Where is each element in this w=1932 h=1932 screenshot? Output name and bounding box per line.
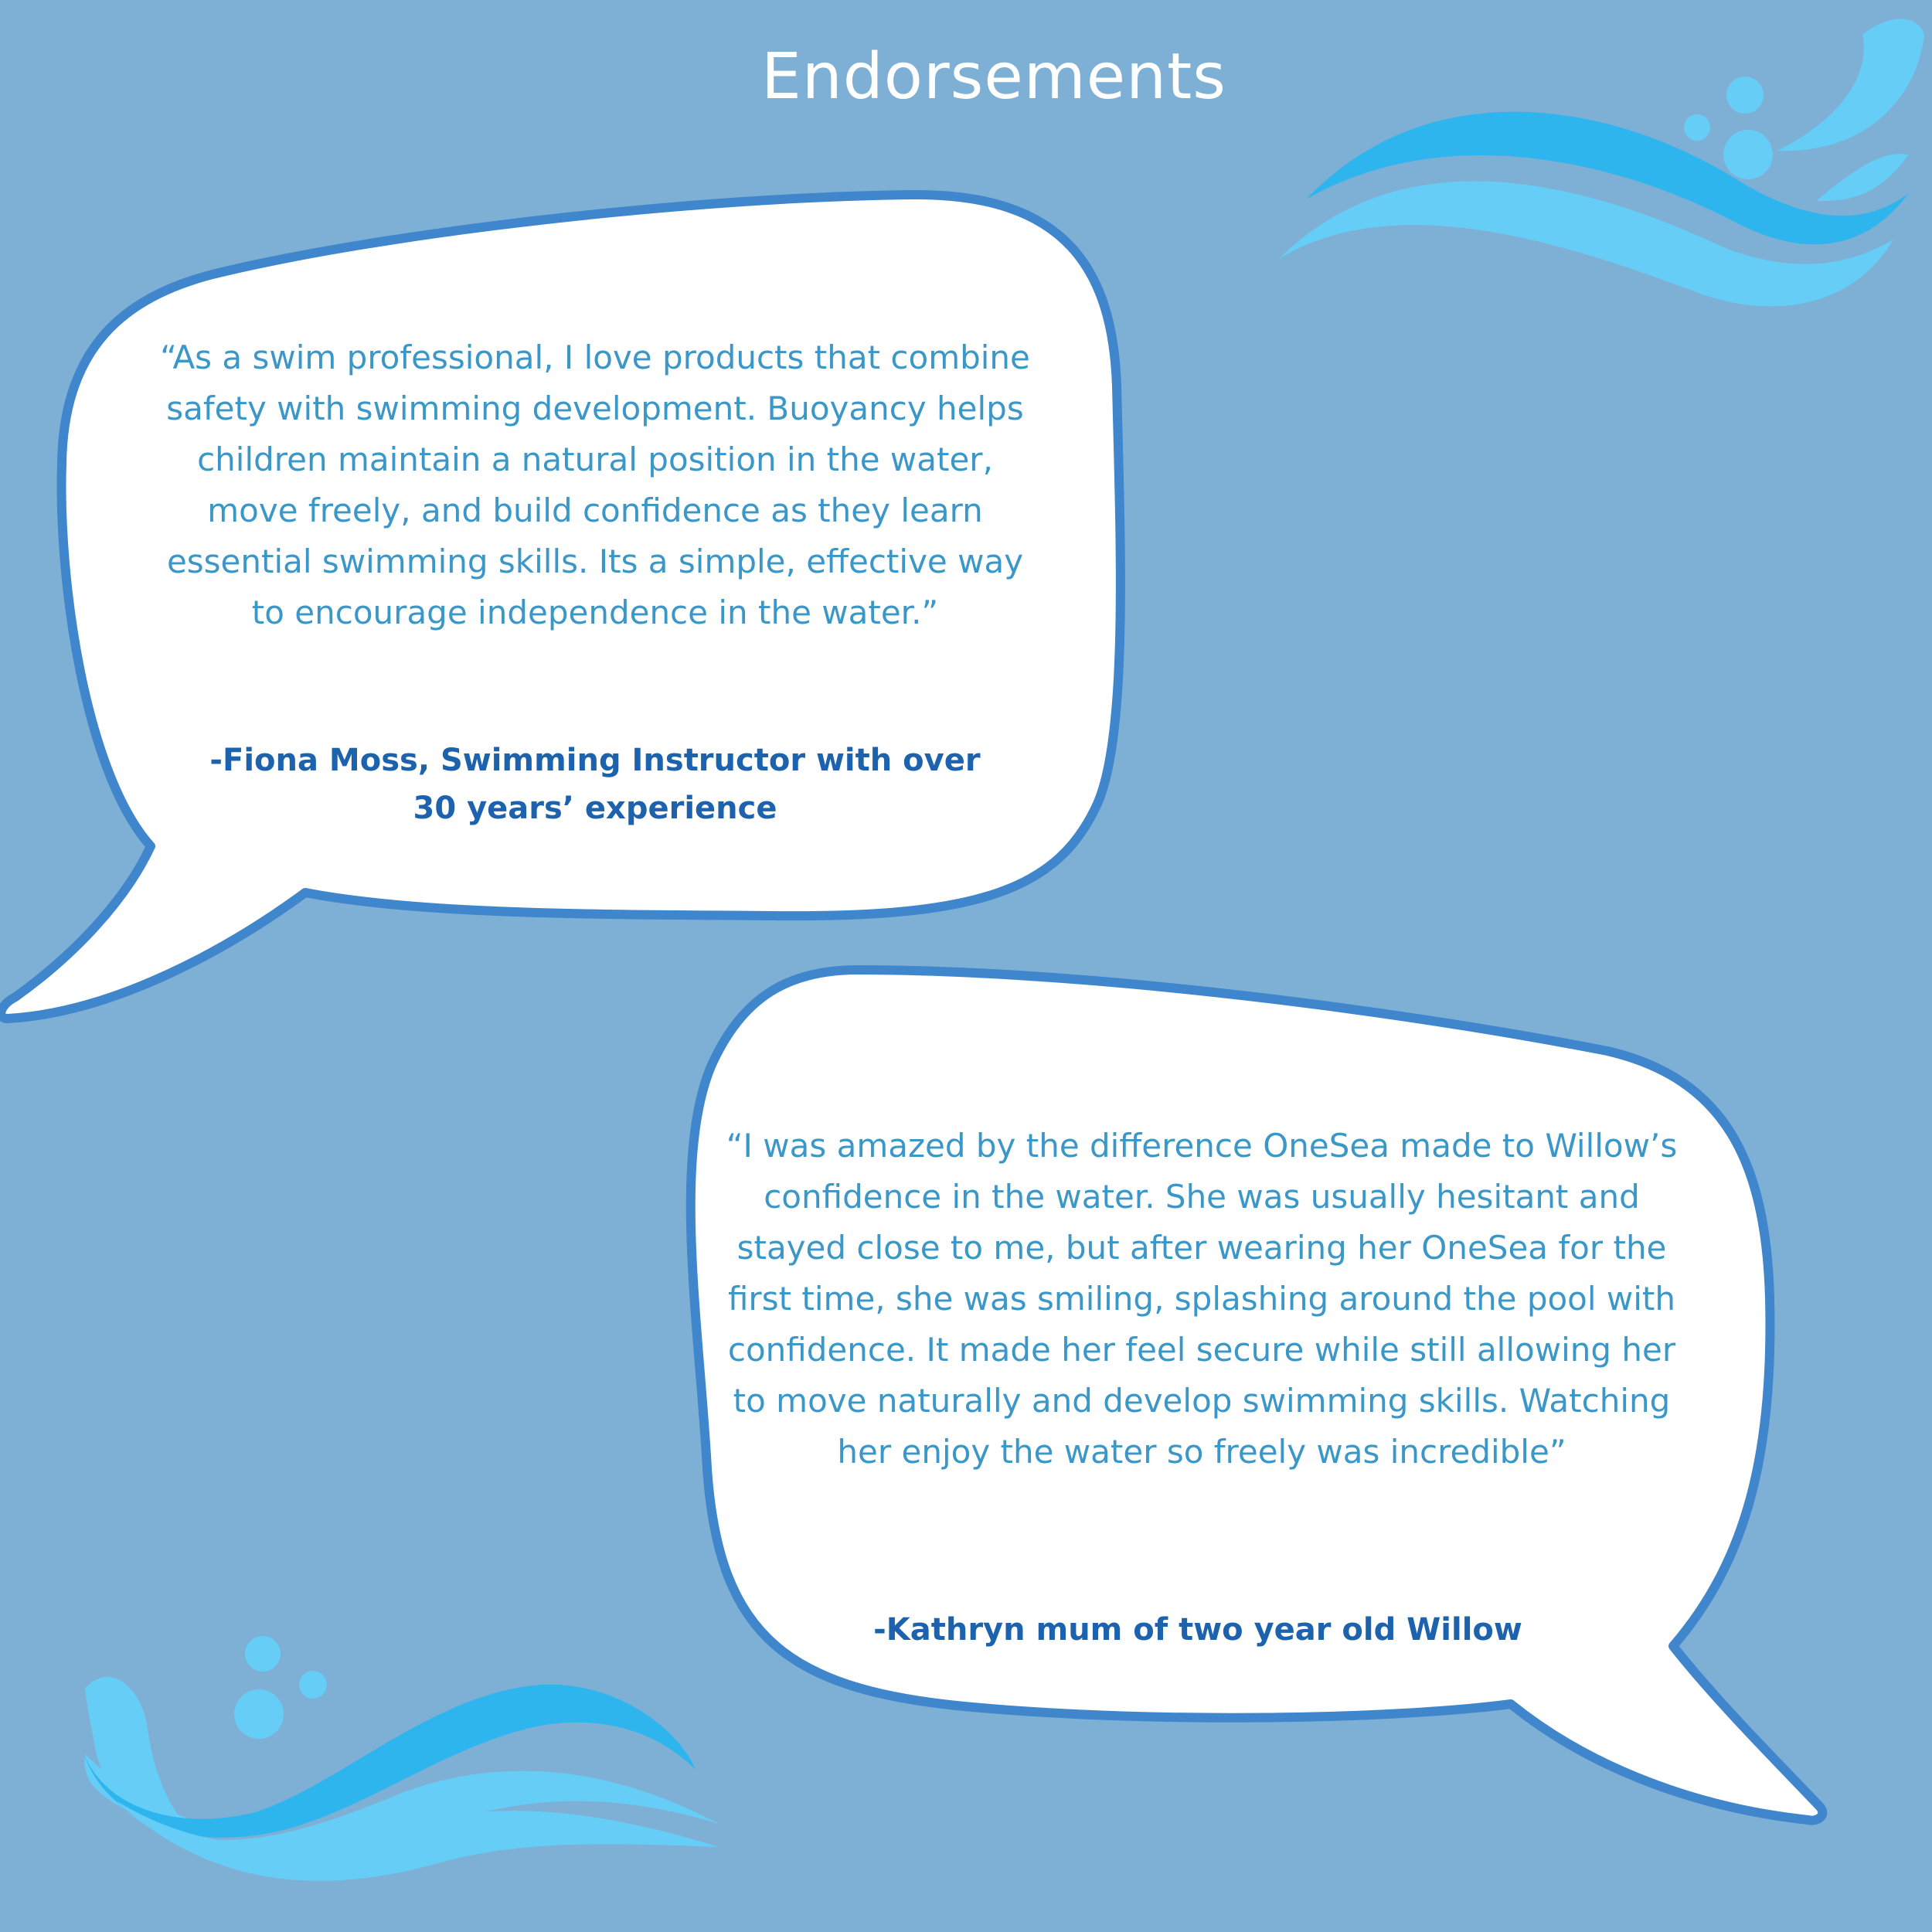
testimonial-author-2: -Kathryn mum of two year old Willow (873, 1612, 1522, 1648)
testimonial-author-1: -Fiona Moss, Swimming Instructor with over 30 years’ experience (209, 743, 981, 826)
testimonial-quote-2: “I was amazed by the difference OneSea made to Willow’s confidence in the water. She was usually hesitant and stayed close to me, but after wearing her OneSea for the first time, she was smiling, splashing around the pool with confidence. It made her feel secure while still allowing her to move naturally and develop swimming skills. Watching her enjoy the water so freely was incredible” (726, 1127, 1678, 1471)
wave-splash-icon (81, 1636, 719, 1881)
page-title: Endorsements (760, 40, 1227, 114)
testimonial-quote-1: “As a swim professional, I love products that combine safety with swimming development. Buoyancy helps children maintain a natural position in the water, move freely, and build confidence as they learn essential swimming skills. Its a simple, effective way to encourage independence in the water.” (160, 338, 1030, 631)
